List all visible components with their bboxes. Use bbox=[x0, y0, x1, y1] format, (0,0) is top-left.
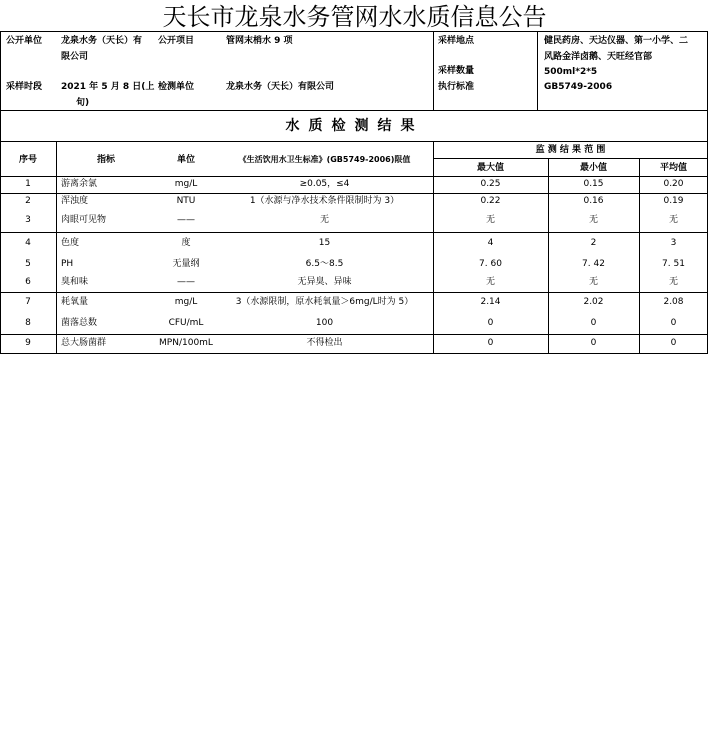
cell-seq: 1 bbox=[25, 179, 31, 189]
cell-indicator: 臭和味 bbox=[61, 277, 89, 287]
cell-min: 无 bbox=[588, 215, 598, 225]
dept-value: 龙泉水务（天长）有限公司 bbox=[226, 82, 335, 92]
row-line bbox=[0, 292, 708, 293]
cell-seq: 7 bbox=[25, 297, 31, 307]
publisher-label: 公开单位 bbox=[6, 36, 43, 46]
cell-limit: 1（水源与净水技术条件限制时为 3） bbox=[249, 196, 400, 206]
cell-seq: 9 bbox=[25, 338, 31, 348]
cell-indicator: 菌落总数 bbox=[61, 318, 98, 328]
cell-min: 2 bbox=[590, 238, 597, 248]
cell-unit: MPN/100mL bbox=[159, 338, 213, 348]
col-header-indicator: 指标 bbox=[96, 155, 115, 165]
header-divider bbox=[433, 31, 434, 110]
time-value: 2021 年 5 月 8 日(上 bbox=[61, 82, 155, 92]
col-divider bbox=[56, 141, 57, 353]
cell-indicator: 游离余氯 bbox=[61, 179, 98, 189]
cell-max: 0.22 bbox=[480, 196, 501, 206]
cell-min: 7. 42 bbox=[582, 259, 605, 269]
range-header-line bbox=[433, 158, 708, 159]
row-line bbox=[0, 193, 708, 194]
cell-unit: CFU/mL bbox=[168, 318, 204, 328]
item-value: 管网末梢水 9 项 bbox=[226, 36, 293, 46]
cell-limit: 不得检出 bbox=[306, 338, 343, 348]
cell-max: 0 bbox=[487, 318, 494, 328]
section-title: 水质检测结果 bbox=[285, 118, 424, 134]
cell-limit: ≥0.05，≤4 bbox=[299, 179, 350, 189]
cell-max: 0 bbox=[487, 338, 494, 348]
col-header-avg: 平均值 bbox=[659, 163, 687, 173]
std-label: 执行标准 bbox=[438, 82, 475, 92]
cell-limit: 15 bbox=[318, 238, 331, 248]
cell-max: 4 bbox=[487, 238, 494, 248]
site-value: 健民药房、天达仪器、第一小学、二 bbox=[544, 36, 689, 46]
dept-label: 检测单位 bbox=[158, 82, 195, 92]
col-header-limit: 《生活饮用水卫生标准》(GB5749-2006)限值 bbox=[238, 155, 411, 164]
cell-seq: 6 bbox=[25, 277, 31, 287]
std-value: GB5749-2006 bbox=[544, 82, 613, 92]
cell-seq: 4 bbox=[25, 238, 31, 248]
cell-unit: 度 bbox=[181, 238, 191, 248]
publisher-value-cont: 限公司 bbox=[61, 52, 89, 62]
cell-unit: mg/L bbox=[174, 179, 198, 189]
cell-avg: 无 bbox=[668, 215, 678, 225]
col-header-seq: 序号 bbox=[18, 155, 37, 165]
cell-unit: NTU bbox=[176, 196, 196, 206]
cell-indicator: 总大肠菌群 bbox=[61, 338, 107, 348]
header-bottom-line bbox=[0, 110, 708, 111]
page-title: 天长市龙泉水务管网水水质信息公告 bbox=[162, 3, 547, 31]
cell-max: 2.14 bbox=[480, 297, 501, 307]
cell-indicator: 浑浊度 bbox=[61, 196, 89, 206]
table-border-bottom bbox=[0, 353, 708, 354]
cell-limit: 100 bbox=[315, 318, 334, 328]
cell-limit: 无 bbox=[319, 215, 329, 225]
cell-min: 0.15 bbox=[583, 179, 604, 189]
row-line bbox=[0, 334, 708, 335]
cell-unit: 无量纲 bbox=[172, 259, 200, 269]
cell-avg: 0 bbox=[670, 338, 677, 348]
cell-seq: 5 bbox=[25, 259, 31, 269]
cell-avg: 3 bbox=[670, 238, 677, 248]
cell-unit: —— bbox=[177, 277, 195, 287]
row-line bbox=[0, 232, 708, 233]
cell-avg: 0 bbox=[670, 318, 677, 328]
header-divider bbox=[537, 31, 538, 110]
site-label: 采样地点 bbox=[438, 36, 475, 46]
time-value-cont: 旬) bbox=[76, 98, 90, 108]
cell-seq: 8 bbox=[25, 318, 31, 328]
cell-seq: 3 bbox=[25, 215, 31, 225]
cell-unit: mg/L bbox=[174, 297, 198, 307]
row-line bbox=[0, 176, 708, 177]
cell-avg: 7. 51 bbox=[662, 259, 685, 269]
cell-avg: 无 bbox=[668, 277, 678, 287]
col-header-max: 最大值 bbox=[476, 163, 504, 173]
cell-limit: 3（水源限制，原水耗氧量＞6mg/L时为 5） bbox=[235, 297, 414, 307]
col-header-range: 监 测 结 果 范 围 bbox=[535, 145, 606, 155]
cell-indicator: 色度 bbox=[61, 238, 80, 248]
site-value-cont: 风路金洋卤鹅、天旺经官部 bbox=[544, 52, 653, 62]
cell-max: 无 bbox=[485, 215, 495, 225]
qty-label: 采样数量 bbox=[438, 66, 475, 76]
item-label: 公开项目 bbox=[158, 36, 195, 46]
col-header-unit: 单位 bbox=[176, 155, 195, 165]
cell-min: 0 bbox=[590, 338, 597, 348]
cell-indicator: PH bbox=[61, 259, 74, 269]
cell-indicator: 肉眼可见物 bbox=[61, 215, 107, 225]
cell-seq: 2 bbox=[25, 196, 31, 206]
cell-min: 0 bbox=[590, 318, 597, 328]
section-bottom-line bbox=[0, 141, 708, 142]
cell-avg: 0.20 bbox=[663, 179, 684, 189]
cell-indicator: 耗氧量 bbox=[61, 297, 89, 307]
table-border-top bbox=[0, 31, 708, 32]
cell-avg: 2.08 bbox=[663, 297, 684, 307]
cell-limit: 无异臭、异味 bbox=[297, 277, 352, 287]
publisher-value: 龙泉水务（天长）有 bbox=[61, 36, 143, 46]
cell-max: 0.25 bbox=[480, 179, 501, 189]
cell-unit: —— bbox=[177, 215, 195, 225]
cell-min: 0.16 bbox=[583, 196, 604, 206]
cell-max: 无 bbox=[485, 277, 495, 287]
cell-avg: 0.19 bbox=[663, 196, 684, 206]
cell-min: 无 bbox=[588, 277, 598, 287]
col-header-min: 最小值 bbox=[579, 163, 607, 173]
time-label: 采样时段 bbox=[6, 82, 43, 92]
cell-limit: 6.5～8.5 bbox=[305, 259, 344, 269]
cell-min: 2.02 bbox=[583, 297, 604, 307]
qty-value: 500ml*2*5 bbox=[544, 67, 598, 77]
cell-max: 7. 60 bbox=[479, 259, 502, 269]
